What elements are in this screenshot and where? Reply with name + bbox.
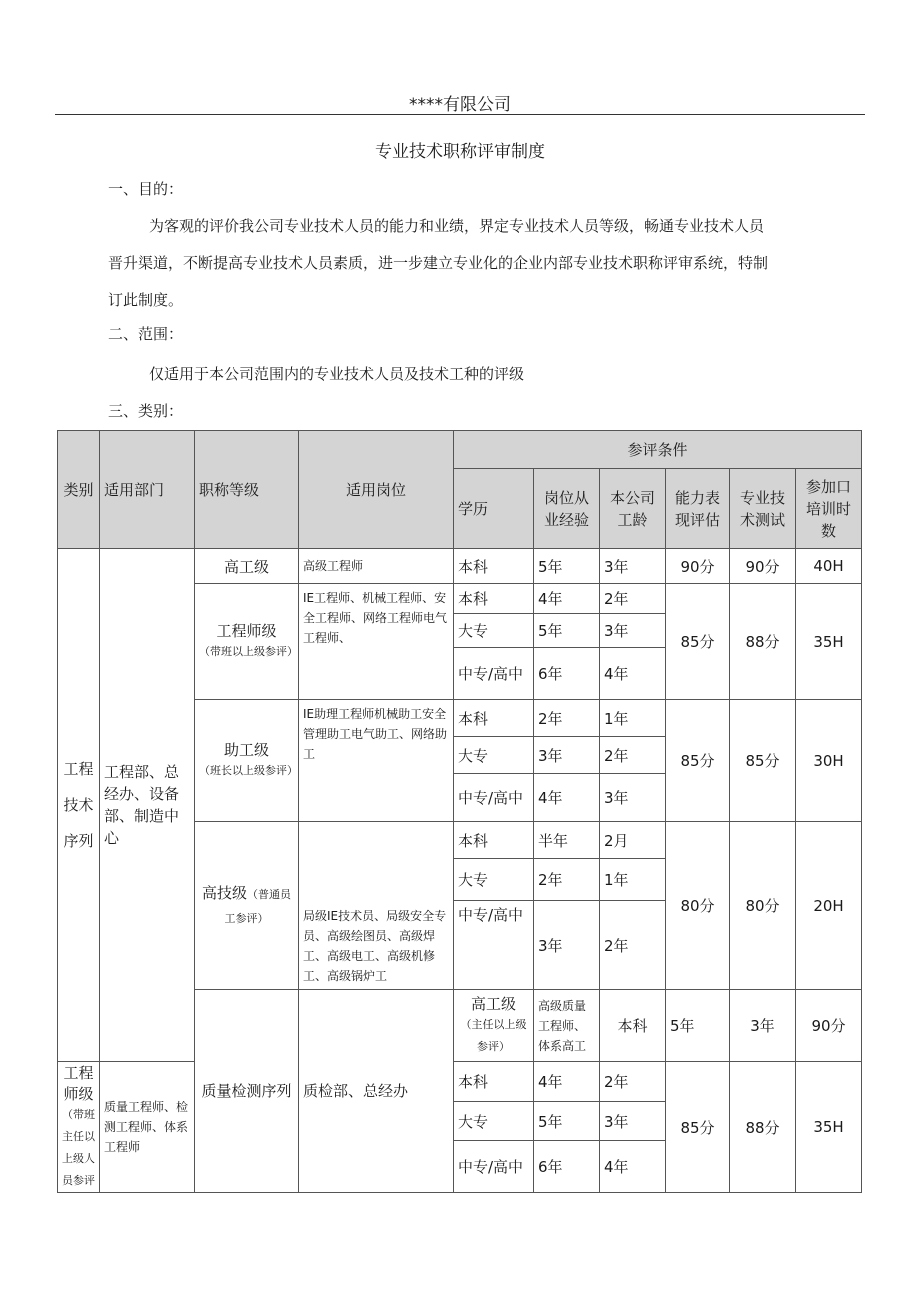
tenure-cell: 2年: [600, 737, 666, 774]
edu-cell: 大专: [454, 737, 534, 774]
title-grade-table: [57, 430, 862, 1193]
scope-heading: 二、范围：: [108, 325, 184, 343]
exp-cell: 4年: [534, 584, 600, 614]
hours-cell: 40H: [796, 549, 862, 584]
exp-cell: 5年: [534, 1102, 600, 1141]
grade-posts: 局级IE技术员、局级安全专员、高级绘图员、高级焊工、高级电工、高级机修工、高级锅炉工: [299, 822, 454, 990]
edu-cell: 中专/高中: [454, 774, 534, 822]
hours-cell: 35H: [796, 584, 862, 700]
tenure-cell: 2年: [600, 1062, 666, 1102]
grade-name: [195, 700, 299, 822]
test-cell: 90分: [730, 549, 796, 584]
test-cell: 80分: [730, 822, 796, 990]
category-heading: 三、类别：: [108, 402, 184, 420]
exp-cell: 5年: [534, 549, 600, 584]
grade-posts: 高级质量工程师、体系高工: [534, 990, 600, 1062]
exp-cell: 4年: [534, 774, 600, 822]
edu-cell: 大专: [454, 859, 534, 901]
exp-cell: 2年: [534, 700, 600, 737]
exp-cell: 4年: [534, 1062, 600, 1102]
tenure-cell: 2月: [600, 822, 666, 859]
tenure-cell: 2年: [600, 901, 666, 990]
test-cell: 88分: [730, 584, 796, 700]
grade-note: （带班以上级参评）: [199, 645, 298, 658]
grade-name: [454, 990, 534, 1062]
edu-cell: 本科: [454, 700, 534, 737]
tenure-cell: 1年: [600, 859, 666, 901]
header-dept: 适用部门: [100, 431, 195, 549]
purpose-line-2: 晋升渠道，不断提高专业技术人员素质，进一步建立专业化的企业内部专业技术职称评审系统，特制: [108, 254, 769, 272]
category-engineering: 工程技术序列: [58, 549, 100, 1062]
table-row: [58, 549, 862, 584]
ability-cell: 85分: [666, 1062, 730, 1193]
exp-cell: 6年: [534, 1141, 600, 1193]
grade-name: [58, 1062, 100, 1193]
header-education: 学历: [454, 469, 534, 549]
tenure-cell: 2年: [600, 584, 666, 614]
tenure-cell: 3年: [600, 549, 666, 584]
header-posts: 适用岗位: [299, 431, 454, 549]
grade-name-text: 高工级: [470, 995, 516, 1013]
grade-name-text: 助工级: [223, 741, 269, 759]
edu-cell: 本科: [454, 549, 534, 584]
edu-cell: 本科: [454, 584, 534, 614]
exp-cell: 6年: [534, 648, 600, 700]
dept-quality: 质检部、总经办: [299, 990, 454, 1193]
dept-engineering: 工程部、总经办、设备部、制造中心: [100, 549, 195, 1062]
tenure-cell: 1年: [600, 700, 666, 737]
exp-cell: 2年: [534, 859, 600, 901]
edu-cell: 大专: [454, 614, 534, 648]
grade-note: （班长以上级参评）: [199, 764, 298, 777]
tenure-cell: 3年: [600, 1102, 666, 1141]
ability-cell: 90分: [666, 549, 730, 584]
exp-cell: 5年: [666, 990, 730, 1062]
grade-note: （主任以上级参评）: [460, 1018, 527, 1053]
header-ability: 能力表现评估: [666, 469, 730, 549]
edu-cell: 本科: [454, 822, 534, 859]
ability-cell: 85分: [666, 700, 730, 822]
purpose-line-1: 为客观的评价我公司专业技术人员的能力和业绩，界定专业技术人员等级，畅通专业技术人员: [149, 217, 765, 235]
ability-cell: 85分: [666, 584, 730, 700]
edu-cell: 中专/高中: [454, 901, 534, 990]
grade-name: [195, 584, 299, 700]
header-skill-test: 专业技术测试: [730, 469, 796, 549]
header-experience: 岗位从业经验: [534, 469, 600, 549]
grade-note: （普通员工参评）: [224, 887, 291, 925]
edu-cell: 本科: [454, 1062, 534, 1102]
grade-name: [195, 549, 299, 584]
company-name: ****有限公司: [409, 95, 511, 115]
edu-cell: 本科: [600, 990, 666, 1062]
grade-name: [195, 822, 299, 990]
tenure-cell: 3年: [600, 774, 666, 822]
grade-name-text: 高工级: [223, 557, 269, 576]
exp-cell: 3年: [534, 737, 600, 774]
table-row: [58, 1062, 862, 1102]
header-grade: 职称等级: [195, 431, 299, 549]
grade-name-text: 工程师级: [63, 1064, 94, 1103]
grade-posts: IE助理工程师机械助工安全管理助工电气助工、网络助工: [299, 700, 454, 822]
category-quality: 质量检测序列: [195, 990, 299, 1193]
header-conditions: 参评条件: [454, 431, 862, 469]
tenure-cell: 3年: [730, 990, 796, 1062]
tenure-cell: 4年: [600, 1141, 666, 1193]
document-title: 专业技术职称评审制度: [375, 142, 545, 162]
header-category: 类别: [58, 431, 100, 549]
table-header-row: [58, 431, 862, 469]
header-divider: [55, 114, 865, 115]
edu-cell: 中专/高中: [454, 648, 534, 700]
hours-cell: 35H: [796, 1062, 862, 1193]
test-cell: 85分: [730, 700, 796, 822]
test-cell: 88分: [730, 1062, 796, 1193]
tenure-cell: 3年: [600, 614, 666, 648]
header-training: 参加口培训时数: [796, 469, 862, 549]
exp-cell: 半年: [534, 822, 600, 859]
grade-note: （带班主任以上级人员参评: [62, 1108, 95, 1187]
hours-cell: 20H: [796, 822, 862, 990]
grade-posts: 质量工程师、检测工程师、体系工程师: [100, 1062, 195, 1193]
scope-text: 仅适用于本公司范围内的专业技术人员及技术工种的评级: [149, 365, 525, 383]
edu-cell: 中专/高中: [454, 1141, 534, 1193]
hours-cell: 30H: [796, 700, 862, 822]
edu-cell: 大专: [454, 1102, 534, 1141]
grade-posts: 高级工程师: [299, 549, 454, 584]
ability-cell: 80分: [666, 822, 730, 990]
purpose-line-3: 订此制度。: [108, 291, 184, 309]
grade-posts: IE工程师、机械工程师、安全工程师、网络工程师电气工程师、: [299, 584, 454, 700]
purpose-heading: 一、目的：: [108, 180, 184, 198]
tenure-cell: 4年: [600, 648, 666, 700]
grade-name-text: 工程师级: [216, 622, 277, 640]
ability-cell: 90分: [796, 990, 862, 1062]
grade-name-text: 高技级: [201, 883, 247, 902]
exp-cell: 5年: [534, 614, 600, 648]
header-tenure: 本公司工龄: [600, 469, 666, 549]
exp-cell: 3年: [534, 901, 600, 990]
